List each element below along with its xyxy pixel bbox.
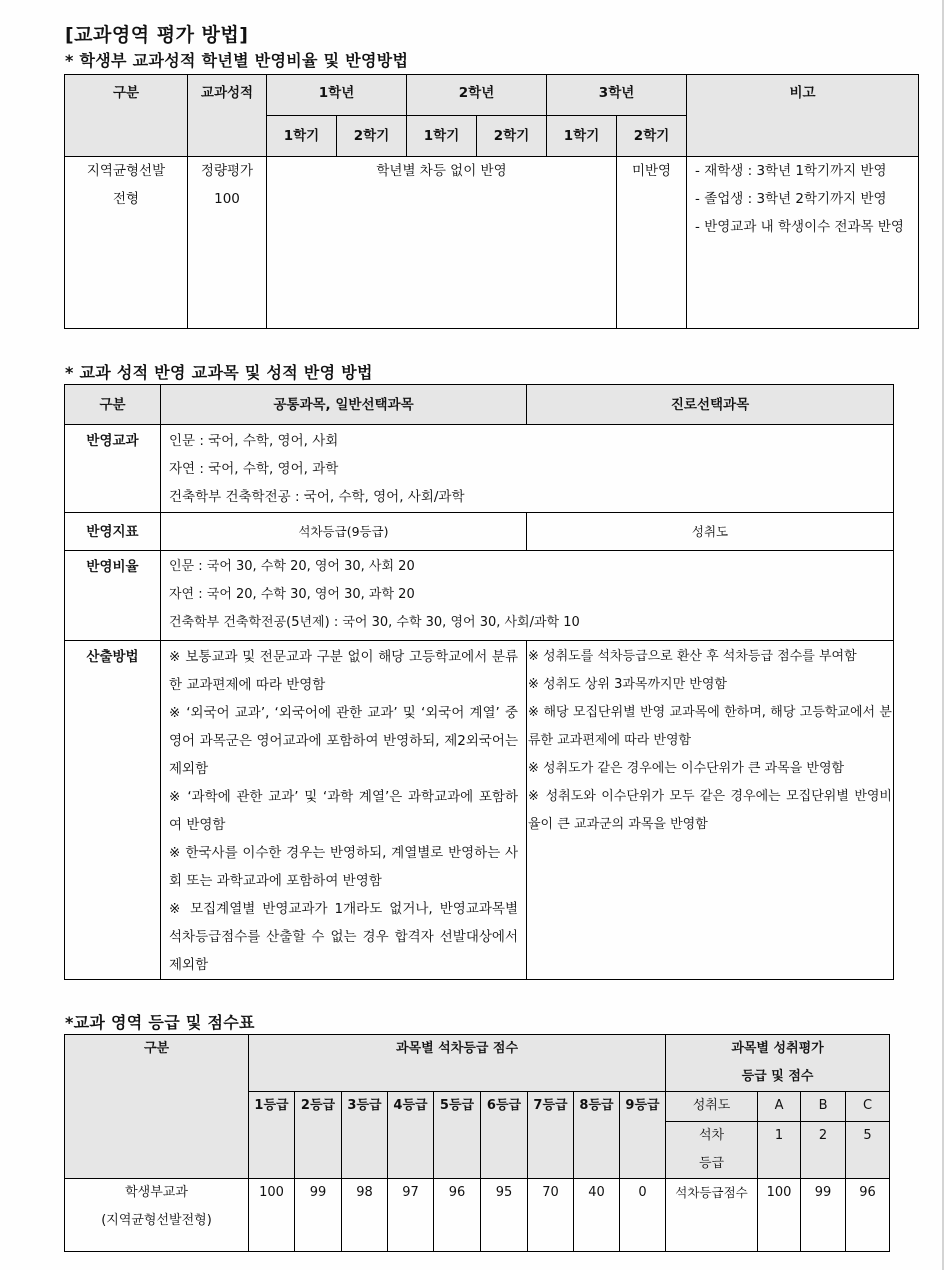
achievement-score: 100 xyxy=(758,1179,801,1252)
header-semester: 2학기 xyxy=(617,116,687,157)
grade-reflection-table xyxy=(64,74,919,329)
grade-cell xyxy=(188,157,267,329)
rank-value: 2 xyxy=(801,1122,846,1179)
method-career-cell xyxy=(527,641,894,980)
header-achievement-line: 과목별 성취평가 xyxy=(731,1041,824,1056)
header-semester: 1학기 xyxy=(407,116,477,157)
method-note: ※ 모집계열별 반영교과가 1개라도 없거나, 반영교과목별 석차등급점수를 산출할 수 없는 경우 합격자 선발대상에서 제외함 xyxy=(169,901,518,973)
method-common-cell xyxy=(161,641,527,980)
ratio-line: 건축학부 건축학전공(5년제) : 국어 30, 수학 30, 영어 30, 사회/과학 10 xyxy=(169,615,580,630)
rank-label-line: 등급 xyxy=(698,1156,725,1171)
category-text: 지역균형선발 xyxy=(86,163,166,179)
grade-text: 정량평가 xyxy=(200,163,254,179)
grade-score: 100 xyxy=(249,1179,295,1252)
header-achievement-line: 등급 및 점수 xyxy=(741,1069,814,1084)
remarks-cell xyxy=(687,157,919,329)
method-note: ※ 성취도와 이수단위가 모두 같은 경우에는 모집단위별 반영비율이 큰 교과군의 과목을 반영함 xyxy=(528,789,892,832)
row-label-index: 반영지표 xyxy=(65,513,161,551)
method-note: ※ 보통교과 및 전문교과 구분 없이 해당 고등학교에서 분류한 교과편제에 따라 반영함 xyxy=(169,649,518,693)
grade-score: 97 xyxy=(388,1179,434,1252)
header-grade: 5등급 xyxy=(434,1092,481,1179)
ratio-cell xyxy=(161,551,894,641)
header-grade: 2등급 xyxy=(295,1092,342,1179)
grade-score: 99 xyxy=(295,1179,342,1252)
subjects-line: 건축학부 건축학전공 : 국어, 수학, 영어, 사회/과학 xyxy=(169,489,465,505)
header-rank-score: 과목별 석차등급 점수 xyxy=(249,1035,666,1092)
remark-item: - 반영교과 내 학생이수 전과목 반영 xyxy=(695,219,904,235)
header-category: 구분 xyxy=(65,385,161,425)
achievement-score: 99 xyxy=(801,1179,846,1252)
header-grade: 9등급 xyxy=(620,1092,666,1179)
category-text: 전형 xyxy=(112,191,140,207)
method-note: ※ 한국사를 이수한 경우는 반영하되, 계열별로 반영하는 사회 또는 과학교과에 포함하여 반영함 xyxy=(169,845,518,889)
grade-score: 95 xyxy=(481,1179,528,1252)
header-year-2: 2학년 xyxy=(407,75,547,116)
rank-value: 5 xyxy=(846,1122,890,1179)
category-text: 학생부교과 xyxy=(125,1185,188,1200)
header-grade: 1등급 xyxy=(249,1092,295,1179)
score-label: 석차등급점수 xyxy=(666,1179,758,1252)
grade-score: 70 xyxy=(528,1179,574,1252)
last-semester-cell: 미반영 xyxy=(617,157,687,329)
header-year-3: 3학년 xyxy=(547,75,687,116)
grade-score: 96 xyxy=(434,1179,481,1252)
method-note: ※ ‘과학에 관한 교과’ 및 ‘과학 계열’은 과학교과에 포함하여 반영함 xyxy=(169,789,518,833)
header-category: 구분 xyxy=(65,75,188,157)
category-cell xyxy=(65,157,188,329)
method-note: ※ 성취도 상위 3과목까지만 반영함 xyxy=(528,677,727,692)
subjects-line: 인문 : 국어, 수학, 영어, 사회 xyxy=(169,433,339,449)
index-common: 석차등급(9등급) xyxy=(161,513,527,551)
header-grade: 6등급 xyxy=(481,1092,528,1179)
remark-item: - 재학생 : 3학년 1학기까지 반영 xyxy=(695,163,887,179)
grade-score: 0 xyxy=(620,1179,666,1252)
subject-method-table xyxy=(64,384,894,980)
achievement-label: 성취도 xyxy=(666,1092,758,1122)
achievement-level: C xyxy=(846,1092,890,1122)
category-cell xyxy=(65,1179,249,1252)
section1-heading: * 학생부 교과성적 학년별 반영비율 및 반영방법 xyxy=(65,51,409,70)
remark-item: - 졸업생 : 3학년 2학기까지 반영 xyxy=(695,191,887,207)
header-grade: 3등급 xyxy=(342,1092,388,1179)
header-semester: 1학기 xyxy=(267,116,337,157)
method-note: ※ 성취도가 같은 경우에는 이수단위가 큰 과목을 반영함 xyxy=(528,761,845,776)
header-semester: 2학기 xyxy=(477,116,547,157)
achievement-level: B xyxy=(801,1092,846,1122)
row-label-subjects: 반영교과 xyxy=(65,425,161,513)
rank-value: 1 xyxy=(758,1122,801,1179)
row-label-ratio: 반영비율 xyxy=(65,551,161,641)
header-year-1: 1학년 xyxy=(267,75,407,116)
header-grade: 4등급 xyxy=(388,1092,434,1179)
header-grade-score: 교과성적 xyxy=(188,75,267,157)
category-text: (지역균형선발전형) xyxy=(101,1213,212,1228)
ratio-line: 자연 : 국어 20, 수학 30, 영어 30, 과학 20 xyxy=(169,587,415,602)
grade-score: 98 xyxy=(342,1179,388,1252)
rank-label xyxy=(666,1122,758,1179)
header-semester: 1학기 xyxy=(547,116,617,157)
row-label-method: 산출방법 xyxy=(65,641,161,980)
rank-label-line: 석차 xyxy=(698,1128,725,1143)
subjects-line: 자연 : 국어, 수학, 영어, 과학 xyxy=(169,461,339,477)
method-note: ※ ‘외국어 교과’, ‘외국어에 관한 교과’ 및 ‘외국어 계열’ 중 영어 과목군은 영어교과에 포함하여 반영하되, 제2외국어는 제외함 xyxy=(169,705,518,777)
header-semester: 2학기 xyxy=(337,116,407,157)
grade-value: 100 xyxy=(214,191,240,207)
achievement-score: 96 xyxy=(846,1179,890,1252)
section2-heading: * 교과 성적 반영 교과목 및 성적 반영 방법 xyxy=(65,363,373,382)
header-category: 구분 xyxy=(65,1035,249,1179)
header-grade: 8등급 xyxy=(574,1092,620,1179)
page-title: [교과영역 평가 방법] xyxy=(65,24,249,46)
index-career: 성취도 xyxy=(527,513,894,551)
achievement-level: A xyxy=(758,1092,801,1122)
grade-score-table xyxy=(64,1034,890,1252)
grade-score: 40 xyxy=(574,1179,620,1252)
header-common: 공통과목, 일반선택과목 xyxy=(161,385,527,425)
header-achievement xyxy=(666,1035,890,1092)
ratio-line: 인문 : 국어 30, 수학 20, 영어 30, 사회 20 xyxy=(169,559,415,574)
method-note: ※ 해당 모집단위별 반영 교과목에 한하며, 해당 고등학교에서 분류한 교과편제에 따라 반영함 xyxy=(528,705,892,748)
header-career: 진로선택과목 xyxy=(527,385,894,425)
section3-heading: *교과 영역 등급 및 점수표 xyxy=(65,1013,255,1032)
reflection-cell: 학년별 차등 없이 반영 xyxy=(267,157,617,329)
subjects-cell xyxy=(161,425,894,513)
method-note: ※ 성취도를 석차등급으로 환산 후 석차등급 점수를 부여함 xyxy=(528,649,857,664)
header-remarks: 비고 xyxy=(687,75,919,157)
header-grade: 7등급 xyxy=(528,1092,574,1179)
